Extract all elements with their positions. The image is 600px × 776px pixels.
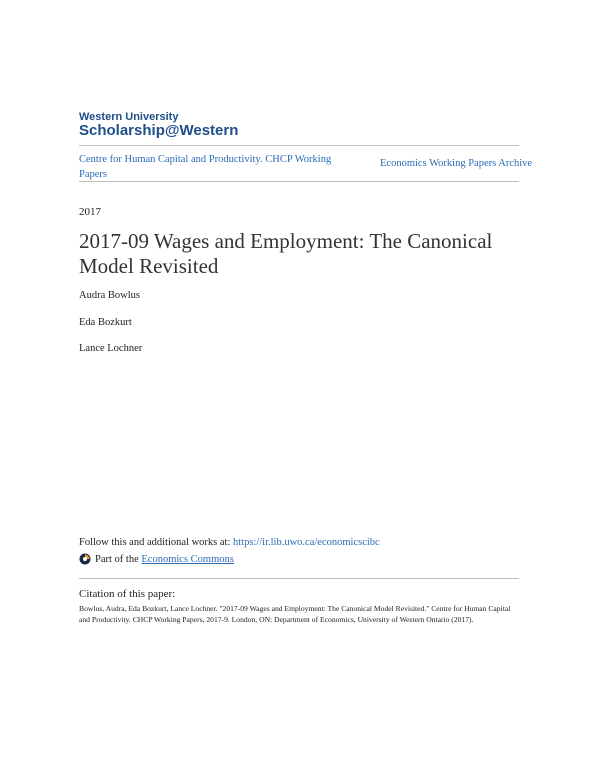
author-name: Audra Bowlus (79, 290, 140, 301)
author-name: Eda Bozkurt (79, 317, 132, 328)
collection-url-link[interactable]: https://ir.lib.uwo.ca/economicscibc (233, 537, 380, 548)
institution-name: Western University (79, 111, 179, 123)
follow-line (79, 537, 380, 548)
part-of-line (79, 553, 234, 565)
part-of-prefix: Part of the (95, 553, 139, 565)
commons-icon (79, 553, 91, 565)
follow-prefix: Follow this and additional works at: (79, 537, 233, 548)
archive-link[interactable]: Economics Working Papers Archive (380, 158, 533, 169)
publication-year: 2017 (79, 206, 101, 218)
citation-divider (79, 578, 519, 579)
header-bottom-divider (79, 181, 519, 182)
citation-text: Bowlus, Audra, Eda Bozkurt, Lance Lochner. "2017-09 Wages and Employment: The Canonical Model Revisited." Centre for Human Capital and Productivity. CHCP Working Papers, 2017-9. London, ON: Department of Economics, University of Western Ontario (2017). (79, 604, 511, 624)
author-name: Lance Lochner (79, 343, 143, 354)
economics-commons-link[interactable]: Economics Commons (141, 553, 234, 565)
paper-title: 2017-09 Wages and Employment: The Canonical Model Revisited (79, 229, 493, 278)
citation-heading: Citation of this paper: (79, 588, 176, 600)
top-divider (79, 145, 519, 146)
repository-name[interactable]: Scholarship@Western (79, 122, 239, 139)
series-link[interactable]: Centre for Human Capital and Productivity. CHCP Working Papers (79, 154, 332, 180)
